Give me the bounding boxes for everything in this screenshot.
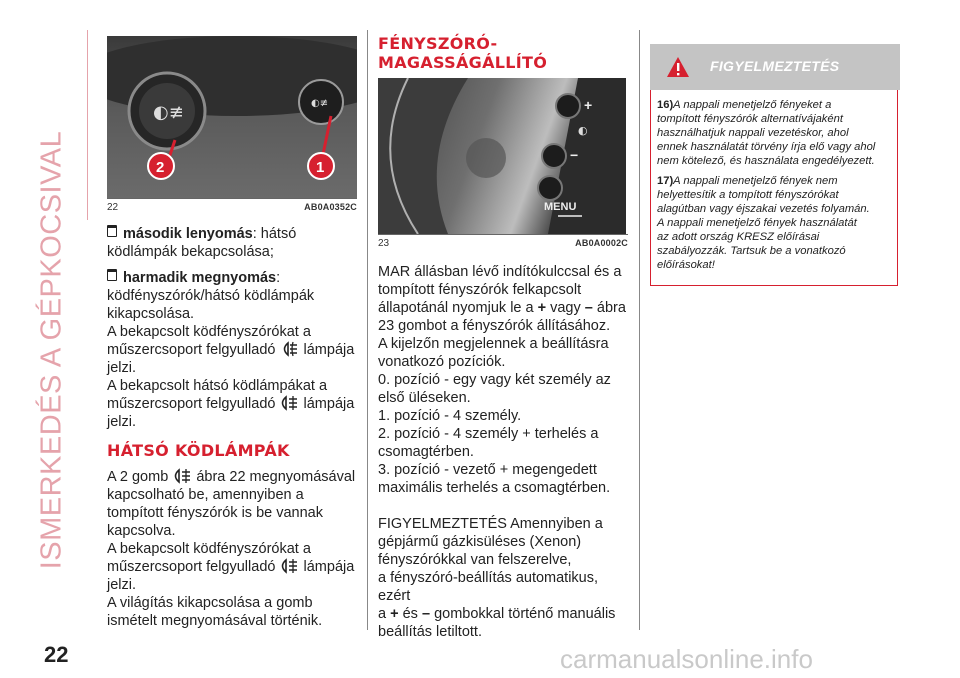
list-item <box>107 225 357 243</box>
column-divider-1 <box>367 30 368 630</box>
note-number: 16) <box>657 99 674 111</box>
warning-note <box>657 98 891 168</box>
paragraph-line <box>107 341 357 359</box>
paragraph-line: csomagtérben. <box>378 444 474 460</box>
figure-23-photo <box>378 78 626 234</box>
paragraph-line: 1. pozíció - 4 személy. <box>378 408 522 424</box>
text: gombokkal történő manuális <box>434 606 616 622</box>
paragraph-line: fényszórókkal van felszerelve, <box>378 552 572 568</box>
paragraph-line: jelzi. <box>107 577 137 593</box>
warning-header <box>650 44 900 90</box>
column-3 <box>650 44 900 286</box>
figure-22-caption <box>107 199 357 213</box>
dashboard-buttons-illustration <box>107 36 357 198</box>
minus-symbol: – <box>584 300 593 316</box>
text: A nappali menetjelző fények használatát <box>657 217 857 229</box>
text: lámpája <box>303 396 355 412</box>
warning-note <box>657 174 891 272</box>
warning-title: FIGYELMEZTETÉS <box>710 58 840 74</box>
plus-label: + <box>584 97 593 113</box>
text: ennek használatát törvény írja elő vagy ahol <box>657 141 876 153</box>
paragraph-line: tompított fényszórók felkapcsolt <box>378 282 582 298</box>
text: lámpája <box>303 559 355 575</box>
paragraph-line: a fényszóró-beállítás automatikus, ezért <box>378 570 599 604</box>
chapter-side-title: ISMERKEDÉS A GÉPKOCSIVAL <box>35 130 68 570</box>
plus-symbol: + <box>390 606 399 622</box>
text: lámpája <box>303 342 355 358</box>
item-bold: második lenyomás <box>123 226 253 242</box>
minus-symbol: – <box>421 606 431 622</box>
paragraph-line: kapcsolva. <box>107 523 176 539</box>
menu-label: MENU <box>544 201 577 213</box>
column-2 <box>378 34 628 641</box>
rear-fog-light-icon <box>279 395 299 411</box>
svg-text:◐≢: ◐≢ <box>311 98 329 109</box>
marker-1: 1 <box>316 159 325 176</box>
paragraph-line: tompított fényszórók is be vannak <box>107 505 323 521</box>
column-divider-2 <box>639 30 640 630</box>
figure-22-photo <box>107 36 357 198</box>
text: műszercsoport felgyulladó <box>107 396 276 412</box>
figure-23-caption <box>378 235 628 249</box>
paragraph-line: A bekapcsolt hátsó ködlámpákat a <box>107 378 328 394</box>
text: nem kötelező, és használata engedélyezett. <box>657 155 875 167</box>
paragraph-line <box>107 395 357 413</box>
paragraph-line: ismételt megnyomásával történik. <box>107 613 323 629</box>
text: előírásokat! <box>657 259 715 271</box>
paragraph-line: kapcsolható be, amennyiben a <box>107 487 304 503</box>
note-number: 17) <box>657 175 674 187</box>
page-number: 22 <box>44 642 69 667</box>
text: állapotánál nyomjuk le a <box>378 300 534 316</box>
paragraph-line <box>107 468 357 486</box>
text: ábra 22 megnyomásával <box>196 469 356 485</box>
text: A nappali menetjelző fények nem <box>673 175 838 187</box>
section-heading-line-1: FÉNYSZÓRÓ- <box>378 34 498 53</box>
text: és <box>402 606 418 622</box>
paragraph-line: vonatkozó pozíciók. <box>378 354 506 370</box>
paragraph-line: jelzi. <box>107 360 137 376</box>
warning-box <box>650 90 898 286</box>
figure-code: AB0A0352C <box>304 202 357 212</box>
text: műszercsoport felgyulladó <box>107 342 276 358</box>
text: a <box>378 606 387 622</box>
item-bold: harmadik megnyomás <box>123 270 277 286</box>
paragraph-line: 23 gombot a fényszórók állításához. <box>378 318 611 334</box>
paragraph-line <box>378 605 628 623</box>
list-item <box>107 269 357 287</box>
paragraph-line: A bekapcsolt ködfényszórókat a <box>107 541 311 557</box>
text: alagútban vagy éjszakai vezetés folyamán. <box>657 203 870 215</box>
rear-fog-light-icon <box>172 468 192 484</box>
checkbox-bullet-icon <box>107 225 117 237</box>
paragraph-line: FIGYELMEZTETÉS Amennyiben a <box>378 516 603 532</box>
paragraph-line: A bekapcsolt ködfényszórókat a <box>107 324 311 340</box>
item-text: : hátsó <box>252 226 297 242</box>
text: használhatjuk nappali vezetéskor, ahol <box>657 127 849 139</box>
figure-number: 23 <box>378 238 390 249</box>
figure-code: AB0A0002C <box>575 238 628 248</box>
paragraph-line: maximális terhelés a csomagtérben. <box>378 480 611 496</box>
svg-text:◐≢: ◐≢ <box>153 102 184 123</box>
section-heading: HÁTSÓ KÖDLÁMPÁK <box>107 441 290 460</box>
list-item-line: ködfényszórók/hátsó ködlámpák <box>107 288 315 304</box>
text: ábra <box>596 300 626 316</box>
paragraph-line <box>378 299 628 317</box>
minus-label: − <box>570 147 579 163</box>
paragraph-line: A kijelzőn megjelennek a beállításra <box>378 336 609 352</box>
left-margin-line <box>87 30 88 220</box>
text: vagy <box>550 300 581 316</box>
paragraph-line: MAR állásban lévő indítókulccsal és a <box>378 264 622 280</box>
paragraph-line <box>107 558 357 576</box>
front-fog-light-icon <box>279 341 299 357</box>
checkbox-bullet-icon <box>107 269 117 281</box>
column-1 <box>107 36 357 630</box>
figure-number: 22 <box>107 202 119 213</box>
marker-2: 2 <box>156 159 165 176</box>
warning-triangle-icon <box>666 56 690 78</box>
section-heading-line-2: MAGASSÁGÁLLÍTÓ <box>378 53 548 72</box>
paragraph-line: beállítás letiltott. <box>378 624 482 640</box>
item-text: : <box>276 270 281 286</box>
text: A nappali menetjelző fényeket a <box>673 99 832 111</box>
paragraph-line: A világítás kikapcsolása a gomb <box>107 595 313 611</box>
paragraph-line: gépjármű gázkisüléses (Xenon) <box>378 534 582 550</box>
text: A 2 gomb <box>107 469 169 485</box>
text: műszercsoport felgyulladó <box>107 559 276 575</box>
text: helyettesítik a tompított fényszórókat <box>657 189 839 201</box>
svg-text:◐: ◐ <box>578 124 588 137</box>
paragraph-line: 0. pozíció - egy vagy két személy az <box>378 372 611 388</box>
paragraph-line: jelzi. <box>107 414 137 430</box>
paragraph-gap <box>378 497 628 515</box>
paragraph-line: első üléseken. <box>378 390 471 406</box>
text: tompított fényszórók alternatívájaként <box>657 113 843 125</box>
headlight-leveller-illustration <box>378 78 626 234</box>
paragraph-line: 3. pozíció - vezető + megengedett <box>378 462 597 478</box>
list-item-line: kikapcsolása. <box>107 306 195 322</box>
plus-symbol: + <box>537 300 547 316</box>
watermark: carmanualsonline.info <box>560 644 813 674</box>
rear-fog-light-icon <box>279 558 299 574</box>
list-item-line: ködlámpák bekapcsolása; <box>107 244 274 260</box>
text: az adott ország KRESZ előírásai <box>657 231 820 243</box>
paragraph-line: 2. pozíció - 4 személy + terhelés a <box>378 426 599 442</box>
text: szabályozzák. Tartsuk be a vonatkozó <box>657 245 846 257</box>
